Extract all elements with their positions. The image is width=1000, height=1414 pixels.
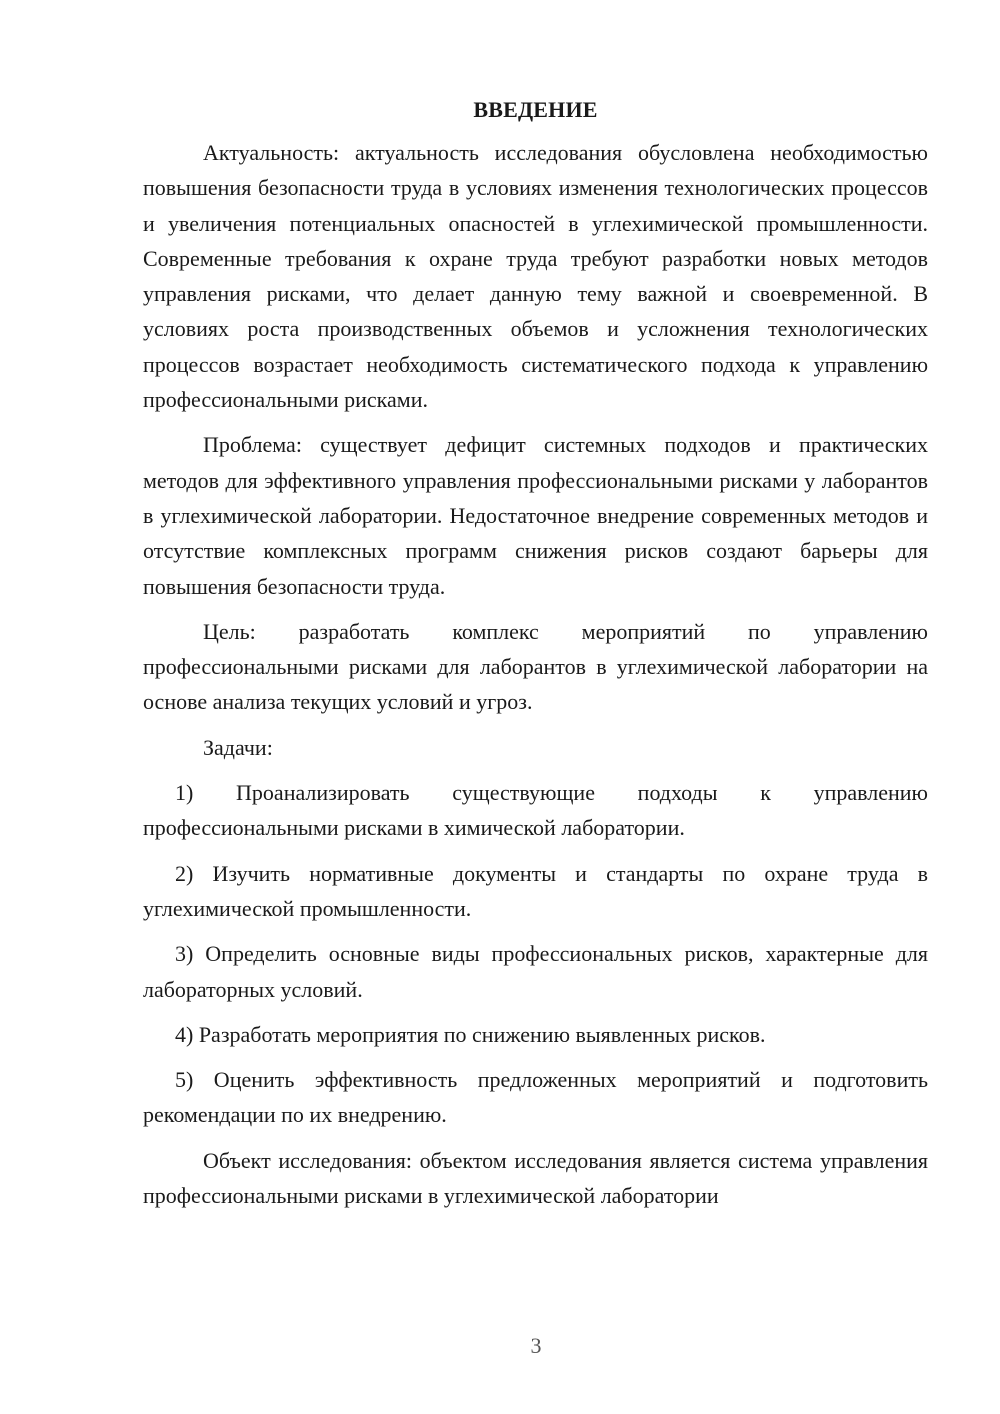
problem-paragraph: Проблема: существует дефицит системных подходов и практических методов для эффективного управления профессиональными рисками у лаборантов в углехимической лаборатории. Недостаточное внедрение современных методов и отсутствие комплексных программ снижения рисков создают барьеры для повышения безопасности труда. [143,432,928,599]
object-paragraph: Объект исследования: объектом исследования является система управления профессиональными рисками в углехимической лаборатории [143,1147,928,1209]
relevance-paragraph: Актуальность: актуальность исследования обусловлена необходимостью повышения безопасности труда в условиях изменения технологических процессов и увеличения потенциальных опасностей в углехимической промышленности. Современные требования к охране труда требуют разработки новых методов управления рисками, что делает данную тему важной и своевременной. В условиях роста производственных объемов и усложнения технологических процессов возрастает необходимость систематического подхода к управлению профессиональными рисками. [143,140,928,413]
section-title: ВВЕДЕНИЕ [473,97,598,122]
task-item-4: 4) Разработать мероприятия по снижению выявленных рисков. [175,1021,766,1047]
task-item-1: 1) Проанализировать существующие подходы к управлению профессиональными рисками в химической лаборатории. [143,780,928,841]
task-item-2: 2) Изучить нормативные документы и стандарты по охране труда в углехимической промышленности. [143,860,928,921]
document-page [143,95,928,1223]
page-number: 3 [530,1333,542,1358]
task-item-3: 3) Определить основные виды профессиональных рисков, характерные для лабораторных условий. [143,941,928,1002]
task-item-5: 5) Оценить эффективность предложенных мероприятий и подготовить рекомендации по их внедрению. [143,1067,928,1128]
tasks-heading: Задачи: [203,734,273,760]
goal-paragraph: Цель: разработать комплекс мероприятий по управлению профессиональными рисками для лаборантов в углехимической лаборатории на основе анализа текущих условий и угроз. [143,618,928,715]
